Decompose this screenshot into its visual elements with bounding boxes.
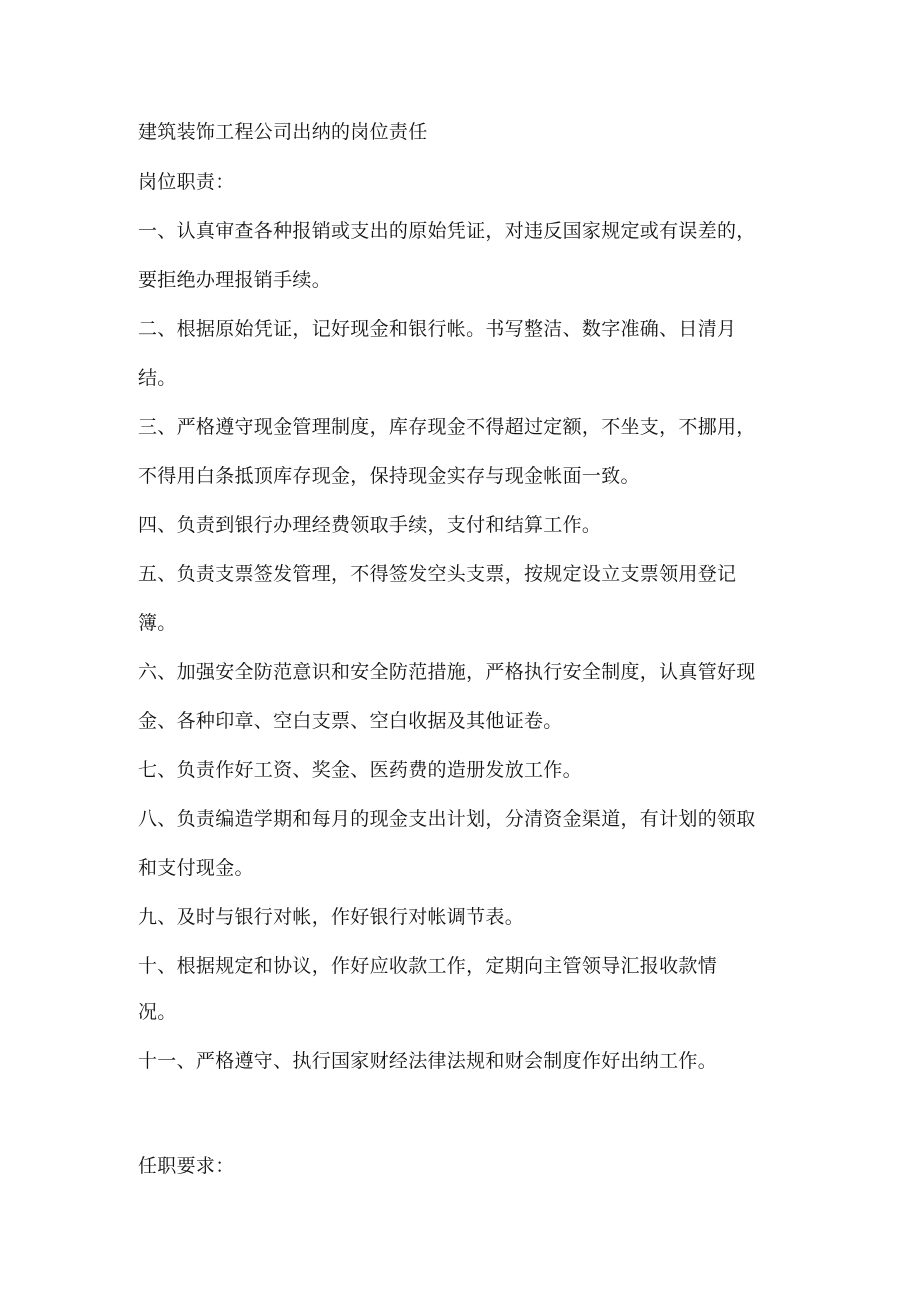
duty-line: 一、认真审查各种报销或支出的原始凭证，对违反国家规定或有误差的， [138, 220, 756, 242]
duty-line: 十一、严格遵守、执行国家财经法律法规和财会制度作好出纳工作。 [138, 1050, 718, 1072]
duty-line: 结。 [138, 367, 177, 389]
section-heading-duties: 岗位职责： [138, 171, 235, 193]
duty-line: 簿。 [138, 612, 177, 634]
duty-line: 六、加强安全防范意识和安全防范措施，严格执行安全制度，认真管好现 [138, 661, 756, 683]
section-heading-requirements: 任职要求： [138, 1155, 235, 1177]
duty-line: 金、各种印章、空白支票、空白收据及其他证卷。 [138, 710, 563, 732]
duty-line: 五、负责支票签发管理，不得签发空头支票，按规定设立支票领用登记 [138, 563, 737, 585]
duty-line: 和支付现金。 [138, 857, 254, 879]
duty-line: 况。 [138, 1001, 177, 1023]
duty-line: 九、及时与银行对帐，作好银行对帐调节表。 [138, 906, 525, 928]
document-title: 建筑装饰工程公司出纳的岗位责任 [138, 121, 428, 143]
duty-line: 不得用白条抵顶库存现金，保持现金实存与现金帐面一致。 [138, 465, 640, 487]
duty-line: 十、根据规定和协议，作好应收款工作，定期向主管领导汇报收款情 [138, 955, 718, 977]
duty-line: 八、负责编造学期和每月的现金支出计划，分清资金渠道，有计划的领取 [138, 808, 756, 830]
duty-line: 二、根据原始凭证，记好现金和银行帐。书写整洁、数字准确、日清月 [138, 318, 737, 340]
duty-line: 四、负责到银行办理经费领取手续，支付和结算工作。 [138, 514, 602, 536]
duty-line: 要拒绝办理报销手续。 [138, 269, 332, 291]
duty-line: 七、负责作好工资、奖金、医药费的造册发放工作。 [138, 759, 582, 781]
duty-line: 三、严格遵守现金管理制度，库存现金不得超过定额，不坐支，不挪用， [138, 416, 756, 438]
